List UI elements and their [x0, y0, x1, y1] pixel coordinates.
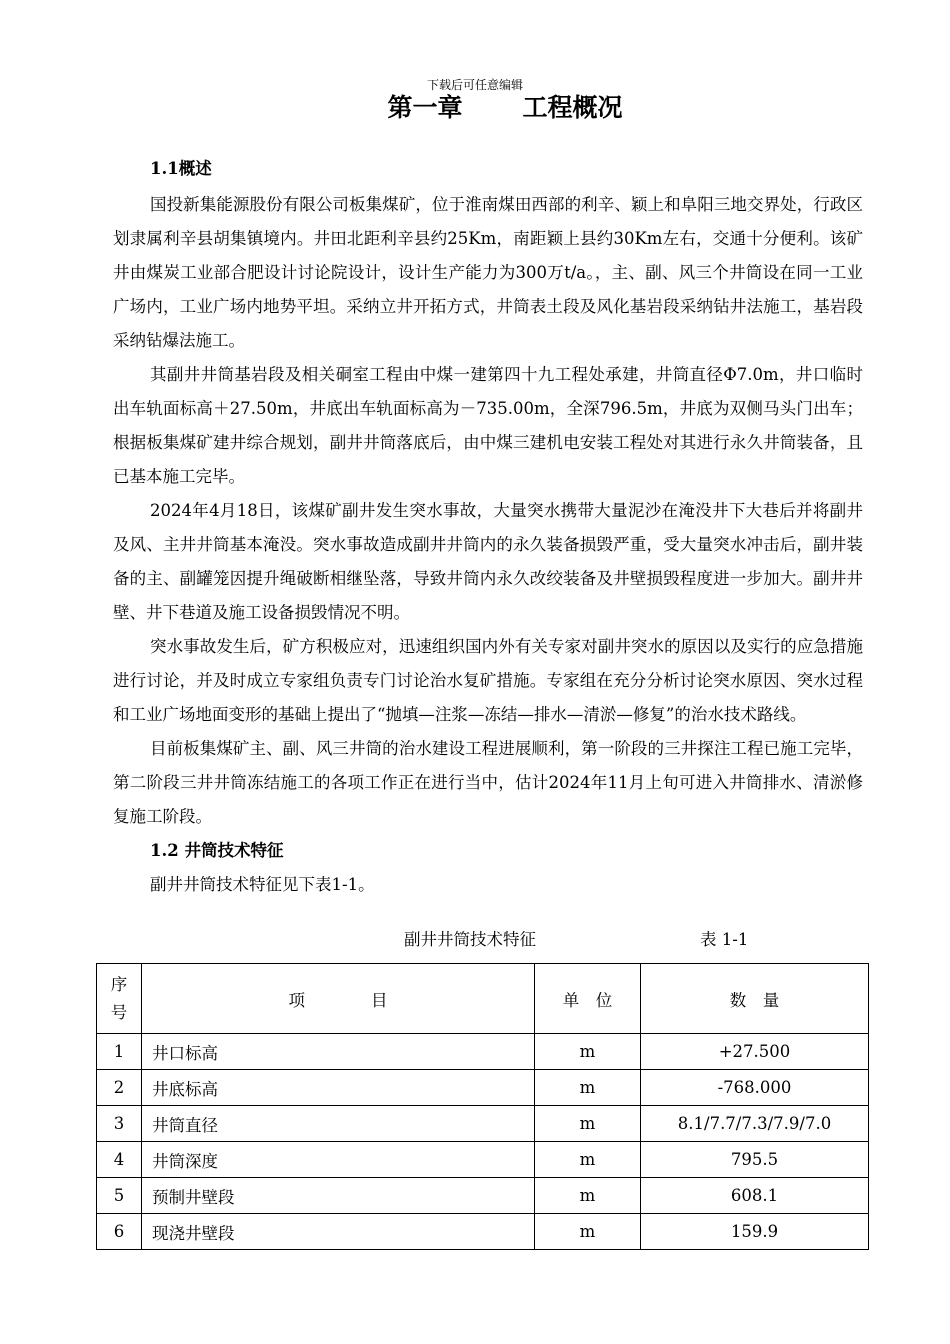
cell-qty: 159.9: [641, 1214, 869, 1250]
chapter-title: [0, 90, 950, 126]
table-title: 副井井筒技术特征: [404, 930, 536, 949]
cell-seq: 1: [97, 1034, 142, 1070]
table-row: [97, 1034, 869, 1070]
table-row: [97, 1178, 869, 1214]
paragraph: 目前板集煤矿主、副、风三井筒的治水建设工程进展顺利，第一阶段的三井探注工程已施工完毕，第二阶段三井井筒冻结施工的各项工作正在进行当中，估计2024年11月上旬可进入井筒排水、清淤修复施工阶段。: [113, 739, 863, 826]
table-caption: [0, 928, 950, 952]
cell-item: 井筒直径: [142, 1106, 535, 1142]
cell-item: 井底标高: [142, 1070, 535, 1106]
cell-seq: 4: [97, 1142, 142, 1178]
chapter-name: 工程概况: [522, 93, 623, 122]
cell-qty: 608.1: [641, 1178, 869, 1214]
cell-item: 预制井壁段: [142, 1178, 535, 1214]
paragraph: 突水事故发生后，矿方积极应对，迅速组织国内外有关专家对副井突水的原因以及实行的应急措施进行讨论，并及时成立专家组负责专门讨论治水复矿措施。专家组在充分分析讨论突水原因、突水过程和工业广场地面变形的基础上提出了“抛填—注浆—冻结—排水—清淤—修复”的治水技术路线。: [113, 637, 863, 724]
cell-qty: 8.1/7.7/7.3/7.9/7.0: [641, 1106, 869, 1142]
cell-unit: m: [535, 1070, 641, 1106]
cell-qty: 795.5: [641, 1142, 869, 1178]
header-unit: 单 位: [535, 964, 641, 1034]
section-heading: 1.1概述: [150, 159, 212, 178]
header-seq: [97, 964, 142, 1034]
cell-item: 井筒深度: [142, 1142, 535, 1178]
chapter-number: 第一章: [387, 93, 463, 122]
cell-qty: -768.000: [641, 1070, 869, 1106]
cell-item: 现浇井壁段: [142, 1214, 535, 1250]
table-header-row: [97, 964, 869, 1034]
table-row: [97, 1106, 869, 1142]
paragraph: 其副井井筒基岩段及相关硐室工程由中煤一建第四十九工程处承建，井筒直径Φ7.0m，井口临时出车轨面标高＋27.50m，井底出车轨面标高为－735.00m，全深796.5m，井底为双侧马头门出车；根据板集煤矿建井综合规划，副井井筒落底后，由中煤三建机电安装工程处对其进行永久井筒装备，且已基本施工完毕。: [113, 365, 863, 486]
paragraph: 2024年4月18日，该煤矿副井发生突水事故，大量突水携带大量泥沙在淹没井下大巷后并将副井及风、主井井筒基本淹没。突水事故造成副井井筒内的永久装备损毁严重，受大量突水冲击后，副井装备的主、副罐笼因提升绳破断相继坠落，导致井筒内永久改绞装备及井壁损毁程度进一步加大。副井井壁、井下巷道及施工设备损毁情况不明。: [113, 501, 863, 622]
cell-unit: m: [535, 1034, 641, 1070]
document-body: [113, 150, 863, 902]
watermark: 下载后可任意编辑: [426, 78, 523, 92]
table-row: [97, 1214, 869, 1250]
section-heading: 1.2 井筒技术特征: [150, 841, 284, 860]
cell-unit: m: [535, 1142, 641, 1178]
cell-qty: +27.500: [641, 1034, 869, 1070]
cell-unit: m: [535, 1178, 641, 1214]
table-number: 表 1-1: [700, 930, 749, 949]
cell-seq: 5: [97, 1178, 142, 1214]
cell-item: 井口标高: [142, 1034, 535, 1070]
table-row: [97, 1070, 869, 1106]
spec-table: [96, 963, 869, 1250]
header-seq-bottom: 号: [110, 1002, 128, 1022]
header-seq-top: 序: [110, 974, 128, 994]
header-item: 项 目: [142, 964, 535, 1034]
table-row: [97, 1142, 869, 1178]
header-qty: 数 量: [641, 964, 869, 1034]
cell-seq: 3: [97, 1106, 142, 1142]
cell-seq: 2: [97, 1070, 142, 1106]
cell-unit: m: [535, 1214, 641, 1250]
cell-unit: m: [535, 1106, 641, 1142]
paragraph: 副井井筒技术特征见下表1-1。: [150, 875, 375, 894]
cell-seq: 6: [97, 1214, 142, 1250]
paragraph: 国投新集能源股份有限公司板集煤矿，位于淮南煤田西部的利辛、颖上和阜阳三地交界处，行政区划隶属利辛县胡集镇境内。井田北距利辛县约25Km，南距颖上县约30Km左右，交通十分便利。该矿井由煤炭工业部合肥设计讨论院设计，设计生产能力为300万t/a。，主、副、风三个井筒设在同一工业广场内，工业广场内地势平坦。采纳立井开拓方式，井筒表土段及风化基岩段采纳钻井法施工，基岩段采纳钻爆法施工。: [113, 195, 863, 350]
